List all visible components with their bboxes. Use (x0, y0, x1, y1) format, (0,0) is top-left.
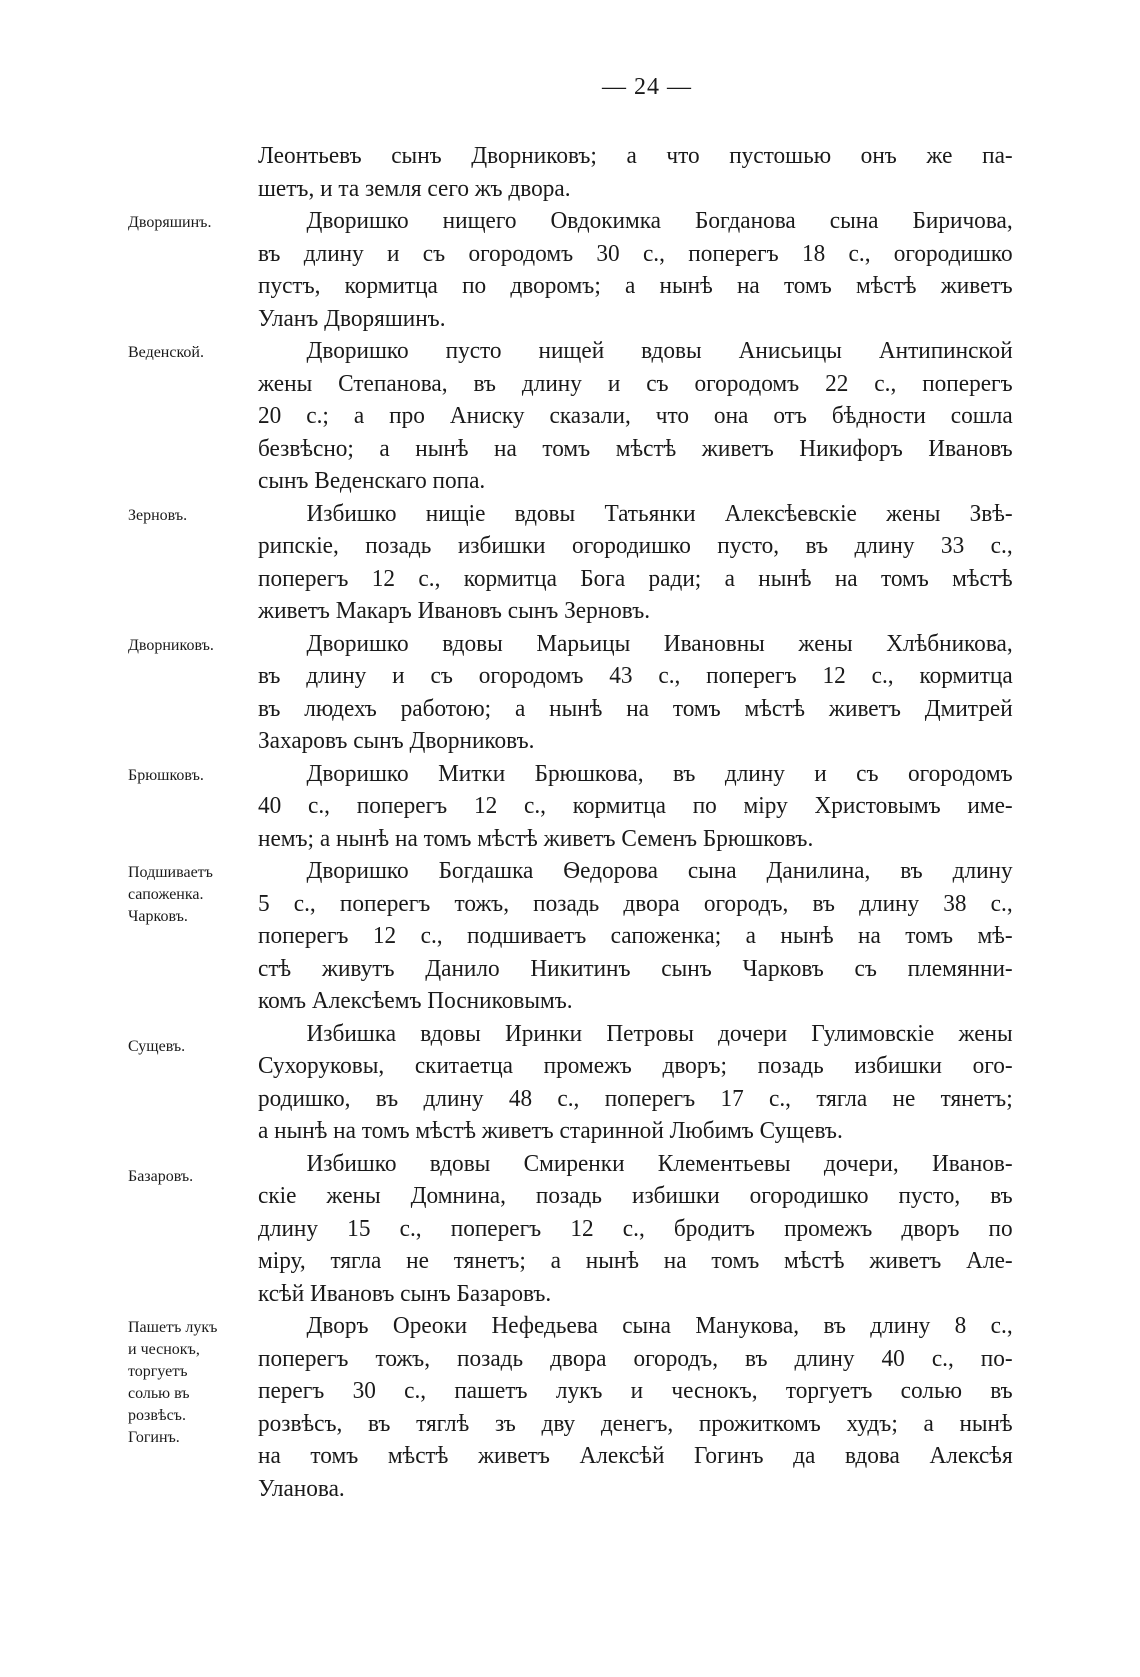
text-line: въ длину и съ огородомъ 30 с., поперегъ 18 с., огородишко (258, 240, 1013, 267)
text-line: Леонтьевъ сынъ Дворниковъ; а что пустошью онъ же па- (258, 143, 1013, 169)
text-line: сынъ Веденскаго попа. (258, 468, 486, 494)
margin-note-line: Веденской. (128, 344, 204, 361)
text-line: поперегъ 12 с., подшиваетъ сапоженка; а нынѣ на томъ мѣ- (258, 923, 1013, 949)
text-line: немъ; а нынѣ на томъ мѣстѣ живетъ Семенъ Брюшковъ. (258, 825, 814, 852)
paragraph (128, 855, 1036, 1018)
margin-note-line: Дворниковъ. (128, 636, 214, 654)
margin-note-line: Чарковъ. (128, 908, 188, 925)
margin-note (128, 635, 253, 657)
text-line: ксѣй Ивановъ сынъ Базаровъ. (258, 1280, 552, 1307)
margin-note-line: и чеснокъ, (128, 1341, 200, 1358)
paragraph (128, 758, 1036, 856)
paragraph (258, 140, 1036, 205)
margin-note (128, 1166, 253, 1188)
text-line: Избишка вдовы Иринки Петровы дочери Гулимовскіе жены (306, 1020, 1013, 1047)
margin-note-line: сапоженка. (128, 886, 204, 903)
text-line: 5 с., поперегъ тожъ, позадь двора огородъ, въ длину 38 с., (258, 890, 1013, 917)
text-line: розвѣсъ, въ тяглѣ зъ дву денегъ, прожиткомъ худъ; а нынѣ (258, 1410, 1013, 1437)
margin-note-line: торгуетъ (128, 1363, 188, 1380)
text-line: Уланова. (258, 1475, 345, 1502)
text-line: длину 15 с., поперегъ 12 с., бродитъ промежъ дворъ по (258, 1215, 1013, 1242)
paragraph (128, 628, 1036, 758)
text-line: поперегъ тожъ, позадь двора огородъ, въ длину 40 с., по- (258, 1345, 1013, 1372)
text-line: Избишко нищіе вдовы Татьянки Алексѣевскіе жены Звѣ- (306, 500, 1013, 527)
paragraph (128, 1148, 1036, 1311)
margin-note (128, 212, 253, 234)
margin-note-line: Зерновъ. (128, 506, 188, 524)
text-line: Избишко вдовы Смиренки Клементьевы дочери, Иванов- (306, 1150, 1013, 1177)
paragraph (128, 1310, 1036, 1505)
text-line: Дворишко пусто нищей вдовы Анисьицы Антипинской (306, 338, 1013, 364)
text-line: шетъ, и та земля сего жъ двора. (258, 175, 571, 202)
text-line: живетъ Макаръ Ивановъ сынъ Зерновъ. (258, 598, 651, 624)
text-line: въ людехъ работою; а нынѣ на томъ мѣстѣ живетъ Дмитрей (258, 695, 1013, 722)
text-line: безвѣсно; а нынѣ на томъ мѣстѣ живетъ Никифоръ Ивановъ (258, 435, 1013, 462)
text-line: поперегъ 12 с., кормитца Бога ради; а нынѣ на томъ мѣстѣ (258, 565, 1013, 592)
text-line: Сухоруковы, скитаетца промежъ дворъ; позадь избишки ого- (258, 1053, 1013, 1079)
paragraph (128, 498, 1036, 628)
text-line: 40 с., поперегъ 12 с., кормитца по міру Христовымъ име- (258, 793, 1013, 819)
text-line: Уланъ Дворяшинъ. (258, 305, 446, 332)
text-line: пустъ, кормитца по дворомъ; а нынѣ на томъ мѣстѣ живетъ (258, 273, 1013, 299)
margin-note (128, 505, 253, 527)
margin-note (128, 342, 253, 364)
margin-note-line: Дворяшинъ. (128, 214, 212, 231)
margin-note (128, 862, 253, 928)
page-number: — 24 — (602, 74, 692, 100)
margin-note-line: Пашетъ лукъ (128, 1319, 218, 1336)
text-line: комъ Алексѣемъ Посниковымъ. (258, 988, 573, 1014)
text-line: Дворишко вдовы Марьицы Ивановны жены Хлѣбникова, (306, 630, 1013, 657)
margin-note-line: Гогинъ. (128, 1429, 180, 1446)
paragraph (128, 1018, 1036, 1148)
margin-note (128, 765, 253, 787)
text-line: Захаровъ сынъ Дворниковъ. (258, 728, 535, 754)
text-line: 20 с.; а про Аниску сказали, что она отъ бѣдности сошла (258, 403, 1013, 429)
text-line: родишко, въ длину 48 с., поперегъ 17 с., тягла не тянетъ; (258, 1085, 1013, 1112)
text-line: рипскіе, позадь избишки огородишко пусто, въ длину 33 с., (258, 533, 1013, 559)
text-line: Дворишко Митки Брюшкова, въ длину и съ огородомъ (306, 760, 1013, 787)
margin-note-line: Подшиваетъ (128, 864, 213, 881)
text-line: Дворъ Ореоки Нефедьева сына Манукова, въ длину 8 с., (306, 1313, 1013, 1339)
text-line: стѣ живутъ Данило Никитинъ сынъ Чарковъ съ племянни- (258, 955, 1013, 982)
text-line: скіе жены Домнина, позадь избишки огородишко пусто, въ (258, 1183, 1013, 1209)
margin-note (128, 1317, 253, 1449)
text-line: жены Степанова, въ длину и съ огородомъ 22 с., поперегъ (258, 370, 1013, 397)
margin-note-line: Базаровъ. (128, 1167, 194, 1185)
document-body (128, 140, 1036, 1505)
margin-note-line: солью въ (128, 1385, 190, 1402)
margin-note (128, 1036, 253, 1058)
text-line: Дворишко нищего Овдокимка Богданова сына Биричова, (306, 208, 1013, 234)
margin-note-line: Сущевъ. (128, 1037, 186, 1055)
margin-note-line: Брюшковъ. (128, 766, 204, 784)
text-line: перегъ 30 с., пашетъ лукъ и чеснокъ, торгуетъ солью въ (258, 1378, 1013, 1404)
margin-note-line: розвѣсъ. (128, 1407, 186, 1424)
paragraph (128, 205, 1036, 335)
text-line: на томъ мѣстѣ живетъ Алексѣй Гогинъ да вдова Алексѣя (258, 1443, 1013, 1469)
paragraph (128, 335, 1036, 498)
text-line: міру, тягла не тянетъ; а нынѣ на томъ мѣстѣ живетъ Але- (258, 1248, 1013, 1274)
text-line: Дворишко Богдашка Ѳедорова сына Данилина, въ длину (306, 858, 1013, 884)
text-line: въ длину и съ огородомъ 43 с., поперегъ 12 с., кормитца (258, 663, 1013, 689)
text-line: а нынѣ на томъ мѣстѣ живетъ старинной Любимъ Сущевъ. (258, 1118, 843, 1144)
